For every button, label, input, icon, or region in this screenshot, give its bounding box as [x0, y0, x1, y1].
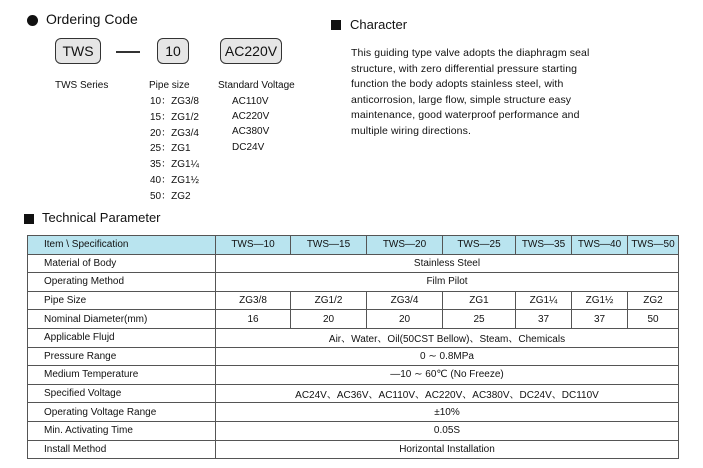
row-value: 16 — [216, 310, 291, 329]
row-value: ZG3/4 — [367, 291, 443, 310]
row-value: Stainless Steel — [216, 254, 679, 273]
table-row — [28, 421, 679, 440]
pipe-size-list — [150, 94, 199, 205]
row-value: 37 — [516, 310, 572, 329]
character-title: Character — [350, 17, 408, 32]
pipe-size-item: 50：ZG2 — [150, 190, 191, 202]
row-label: Pipe Size — [28, 291, 216, 310]
pipe-size-label: Pipe size — [149, 80, 190, 91]
code-dash — [116, 51, 140, 53]
row-value: ZG1¼ — [516, 291, 572, 310]
row-value: Horizontal Installation — [216, 440, 679, 459]
row-value: AC24V、AC36V、AC110V、AC220V、AC380V、DC24V、DC110V — [216, 384, 679, 403]
series-label: TWS Series — [55, 80, 109, 91]
table-row — [28, 366, 679, 385]
row-value: Air、Water、Oil(50CST Bellow)、Steam、Chemicals — [216, 328, 679, 347]
ordering-bullet-icon — [27, 15, 38, 26]
table-row — [28, 291, 679, 310]
header-cell: TWS—15 — [291, 236, 367, 255]
row-value: —10 ∼ 60℃ (No Freeze) — [216, 366, 679, 385]
pipe-size-item: 15：ZG1/2 — [150, 111, 199, 123]
row-value: ZG3/8 — [216, 291, 291, 310]
row-label: Operating Method — [28, 273, 216, 292]
row-value: 0.05S — [216, 421, 679, 440]
row-value: 20 — [291, 310, 367, 329]
voltage-item: AC220V — [232, 111, 270, 123]
voltage-item: AC380V — [232, 126, 270, 138]
pipe-size-item: 25：ZG1 — [150, 143, 191, 155]
header-cell: TWS—10 — [216, 236, 291, 255]
ordering-code-title: Ordering Code — [46, 11, 138, 27]
voltage-item: AC110V — [232, 96, 269, 107]
row-value: 20 — [367, 310, 443, 329]
table-row — [28, 347, 679, 366]
row-value: 37 — [572, 310, 628, 329]
row-label: Material of Body — [28, 254, 216, 273]
row-value: 50 — [628, 310, 679, 329]
voltage-list — [232, 94, 269, 155]
header-cell: TWS—25 — [443, 236, 516, 255]
table-row — [28, 254, 679, 273]
row-label: Nominal Diameter(mm) — [28, 310, 216, 329]
code-voltage-box: AC220V — [220, 38, 282, 64]
row-label: Install Method — [28, 440, 216, 459]
table-row — [28, 384, 679, 403]
technical-table — [27, 235, 679, 459]
table-row — [28, 440, 679, 459]
code-size-box: 10 — [157, 38, 189, 64]
character-square-icon — [331, 20, 341, 30]
row-label: Min. Activating Time — [28, 421, 216, 440]
pipe-size-item: 35：ZG1¼ — [150, 159, 199, 171]
row-value: Film Pilot — [216, 273, 679, 292]
voltage-label: Standard Voltage — [218, 80, 295, 91]
row-label: Operating Voltage Range — [28, 403, 216, 422]
row-value: ZG1½ — [572, 291, 628, 310]
row-value: ZG1 — [443, 291, 516, 310]
row-label: Specified Voltage — [28, 384, 216, 403]
header-cell: TWS—50 — [628, 236, 679, 255]
row-label: Medium Temperature — [28, 366, 216, 385]
table-row — [28, 310, 679, 329]
row-label: Applicable Flujd — [28, 328, 216, 347]
code-series-box: TWS — [55, 38, 101, 64]
pipe-size-item: 10：ZG3/8 — [150, 96, 199, 107]
pipe-size-item: 20：ZG3/4 — [150, 127, 199, 139]
row-value: ZG1/2 — [291, 291, 367, 310]
header-cell: TWS—35 — [516, 236, 572, 255]
header-cell: Item \ Specification — [28, 236, 216, 255]
table-row — [28, 403, 679, 422]
character-text: This guiding type valve adopts the diaphragm seal structure, with zero differential pressure starting function the body adopts stainless steel, with anticorrosion, large flow, simple structure easy maintenance, good waterproof performance and multiple wiring directions. — [351, 47, 590, 137]
row-label: Pressure Range — [28, 347, 216, 366]
table-row — [28, 273, 679, 292]
voltage-item: DC24V — [232, 141, 265, 153]
row-value: ±10% — [216, 403, 679, 422]
header-cell: TWS—40 — [572, 236, 628, 255]
technical-title: Technical Parameter — [42, 210, 161, 225]
technical-square-icon — [24, 214, 34, 224]
table-header-row — [28, 236, 679, 255]
row-value: ZG2 — [628, 291, 679, 310]
table-row — [28, 328, 679, 347]
row-value: 25 — [443, 310, 516, 329]
header-cell: TWS—20 — [367, 236, 443, 255]
pipe-size-item: 40：ZG1½ — [150, 174, 199, 186]
row-value: 0 ∼ 0.8MPa — [216, 347, 679, 366]
